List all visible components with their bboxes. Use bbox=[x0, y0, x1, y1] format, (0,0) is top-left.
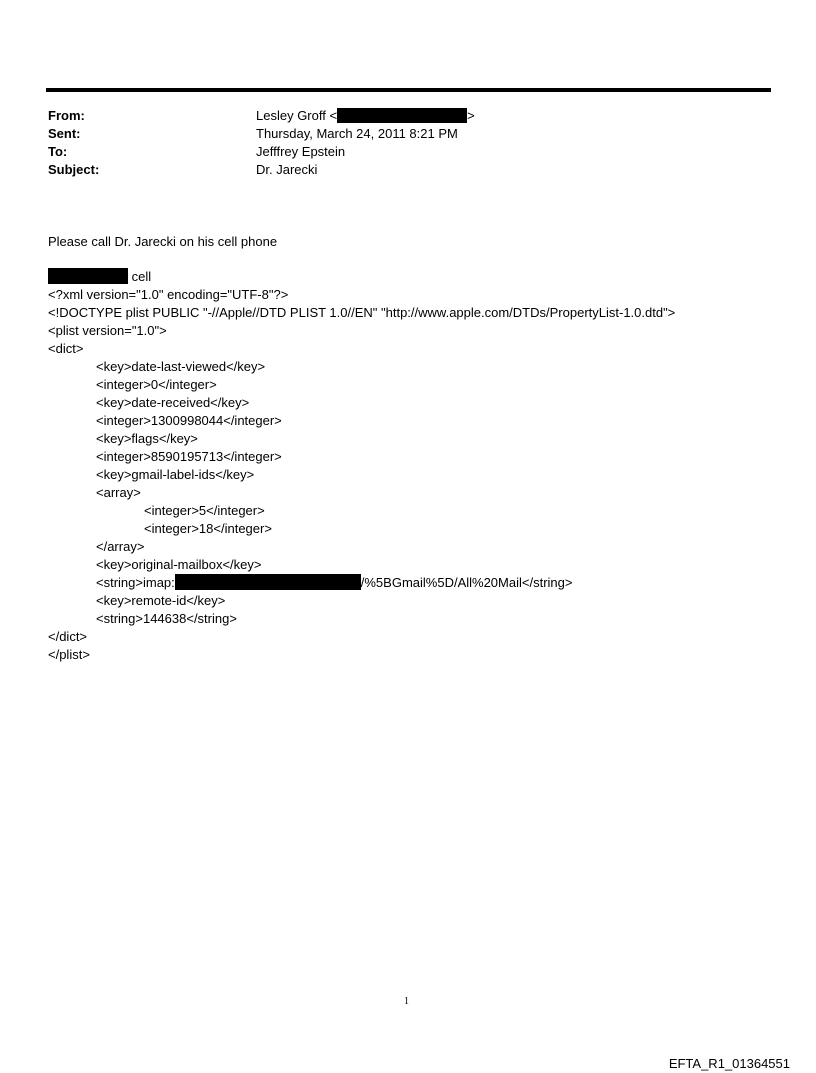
plist-mailbox-line bbox=[96, 574, 572, 592]
plist-line: <?xml version="1.0" encoding="UTF-8"?> bbox=[48, 287, 289, 302]
plist-line: <integer>0</integer> bbox=[96, 377, 217, 392]
subject-value: Dr. Jarecki bbox=[256, 162, 318, 177]
from-name: Lesley Groff < bbox=[256, 108, 338, 123]
to-label: To: bbox=[48, 144, 68, 159]
redacted-email-address bbox=[337, 108, 467, 123]
plist-line: <plist version="1.0"> bbox=[48, 323, 167, 338]
plist-line: <array> bbox=[96, 485, 141, 500]
redacted-phone-number bbox=[48, 268, 128, 284]
plist-line: <key>remote-id</key> bbox=[96, 593, 226, 608]
cell-line bbox=[48, 268, 151, 286]
plist-line: <integer>5</integer> bbox=[144, 503, 265, 518]
bates-number: EFTA_R1_01364551 bbox=[668, 1056, 790, 1071]
plist-line: <!DOCTYPE plist PUBLIC "-//Apple//DTD PLIST 1.0//EN" "http://www.apple.com/DTDs/PropertyList-1.0.dtd"> bbox=[48, 305, 676, 320]
plist-line: </dict> bbox=[48, 629, 88, 644]
mailbox-prefix: <string>imap: bbox=[96, 575, 175, 590]
cell-suffix: cell bbox=[128, 269, 152, 284]
message-text: Please call Dr. Jarecki on his cell phone bbox=[48, 234, 278, 249]
from-close: > bbox=[467, 108, 475, 123]
mailbox-suffix: /%5BGmail%5D/All%20Mail</string> bbox=[360, 575, 573, 590]
sent-label: Sent: bbox=[48, 126, 81, 141]
sent-row bbox=[48, 125, 748, 143]
plist-line: <string>144638</string> bbox=[96, 611, 237, 626]
plist-line: <integer>8590195713</integer> bbox=[96, 449, 282, 464]
plist-line: <key>date-last-viewed</key> bbox=[96, 359, 266, 374]
to-value: Jefffrey Epstein bbox=[256, 144, 346, 159]
to-row bbox=[48, 143, 748, 161]
header-divider-rule bbox=[46, 88, 771, 92]
from-value bbox=[256, 107, 475, 125]
plist-line: <dict> bbox=[48, 341, 84, 356]
plist-line: <key>original-mailbox</key> bbox=[96, 557, 262, 572]
sent-value: Thursday, March 24, 2011 8:21 PM bbox=[256, 126, 458, 141]
page-number: 1 bbox=[404, 996, 409, 1007]
plist-line: <key>date-received</key> bbox=[96, 395, 250, 410]
redacted-mailbox-address bbox=[175, 574, 361, 590]
subject-row bbox=[48, 161, 748, 179]
plist-line: </array> bbox=[96, 539, 145, 554]
plist-line: <key>flags</key> bbox=[96, 431, 198, 446]
from-row bbox=[48, 107, 748, 125]
plist-line: </plist> bbox=[48, 647, 90, 662]
plist-line: <key>gmail-label-ids</key> bbox=[96, 467, 255, 482]
from-label: From: bbox=[48, 108, 85, 123]
plist-line: <integer>1300998044</integer> bbox=[96, 413, 282, 428]
subject-label: Subject: bbox=[48, 162, 100, 177]
plist-line: <integer>18</integer> bbox=[144, 521, 272, 536]
